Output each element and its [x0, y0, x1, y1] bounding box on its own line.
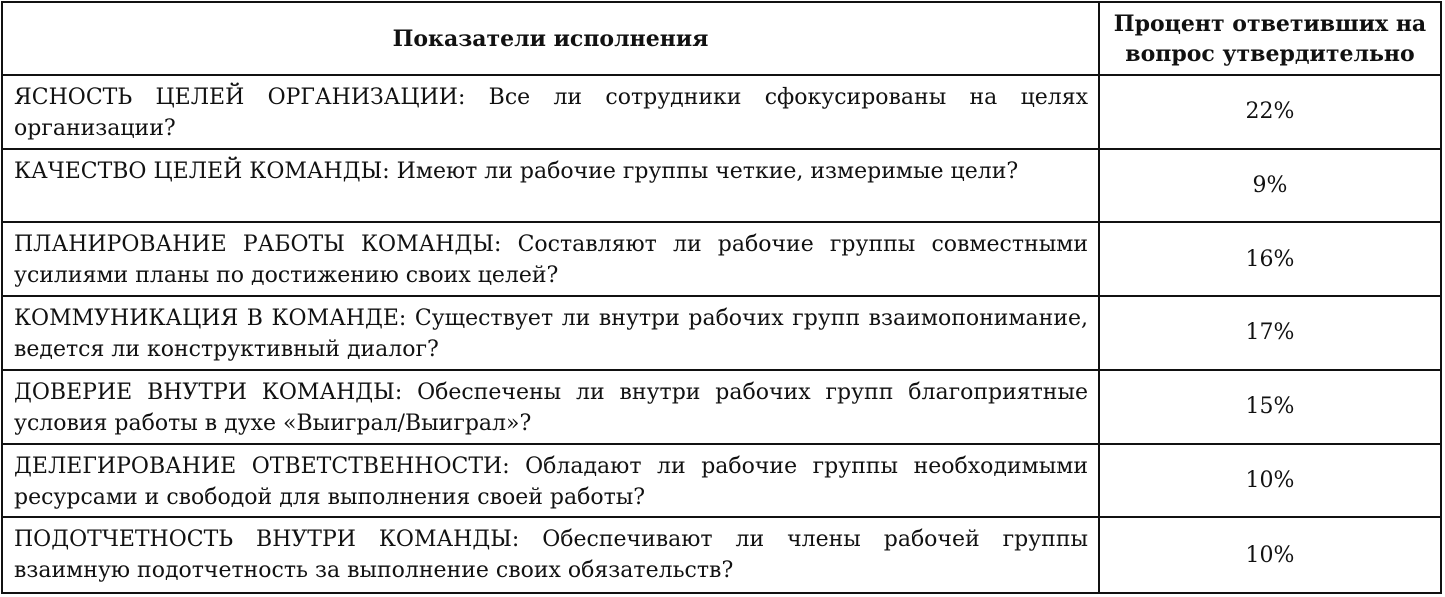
indicator-text: ПЛАНИРОВАНИЕ РАБОТЫ КОМАНДЫ: Составляют ли рабочие группы совместными усилиями планы по достижению своих целей?	[14, 232, 1088, 289]
table-row-percent	[1100, 223, 1440, 297]
percent-value: 17%	[1245, 320, 1295, 346]
indicator-text: ДОВЕРИЕ ВНУТРИ КОМАНДЫ: Обеспечены ли внутри рабочих групп благоприятные условия работы в духе «Выиграл/Выиграл»?	[14, 379, 1088, 436]
indicator-text: КАЧЕСТВО ЦЕЛЕЙ КОМАНДЫ: Имеют ли рабочие группы четкие, измеримые цели?	[14, 158, 1019, 184]
table-row-indicator	[3, 371, 1100, 445]
indicator-text: ПОДОТЧЕТНОСТЬ ВНУТРИ КОМАНДЫ: Обеспечивают ли члены рабочей группы взаимную подотчетность за выполнение своих обязательств?	[14, 527, 1088, 584]
header-indicators	[3, 3, 1100, 76]
indicator-text: ЯСНОСТЬ ЦЕЛЕЙ ОРГАНИЗАЦИИ: Все ли сотрудники сфокусированы на целях организации?	[14, 85, 1088, 141]
header-percent-label: Процент ответивших на вопрос утвердительно	[1113, 10, 1427, 67]
header-indicators-label: Показатели исполнения	[392, 25, 709, 52]
percent-value: 10%	[1245, 467, 1295, 493]
performance-indicators-table	[1, 1, 1442, 594]
percent-value: 9%	[1252, 173, 1288, 199]
table-row-percent	[1100, 150, 1440, 224]
table-row-indicator	[3, 518, 1100, 592]
table-row-percent	[1100, 297, 1440, 371]
table-row-indicator	[3, 150, 1100, 224]
percent-value: 10%	[1245, 542, 1295, 568]
table-row-percent	[1100, 76, 1440, 150]
indicator-text: ДЕЛЕГИРОВАНИЕ ОТВЕТСТВЕННОСТИ: Обладают ли рабочие группы необходимыми ресурсами и свободой для выполнения своей работы?	[14, 453, 1088, 510]
table-row-indicator	[3, 76, 1100, 150]
table-row-indicator	[3, 223, 1100, 297]
percent-value: 15%	[1245, 394, 1295, 420]
percent-value: 16%	[1245, 246, 1295, 272]
table-row-percent	[1100, 518, 1440, 592]
table-row-indicator	[3, 297, 1100, 371]
header-percent	[1100, 3, 1440, 76]
table-row-percent	[1100, 445, 1440, 519]
percent-value: 22%	[1245, 99, 1295, 125]
table-row-percent	[1100, 371, 1440, 445]
table-row-indicator	[3, 445, 1100, 519]
indicator-text: КОММУНИКАЦИЯ В КОМАНДЕ: Существует ли внутри рабочих групп взаимопонимание, ведется ли конструктивный диалог?	[14, 306, 1088, 363]
